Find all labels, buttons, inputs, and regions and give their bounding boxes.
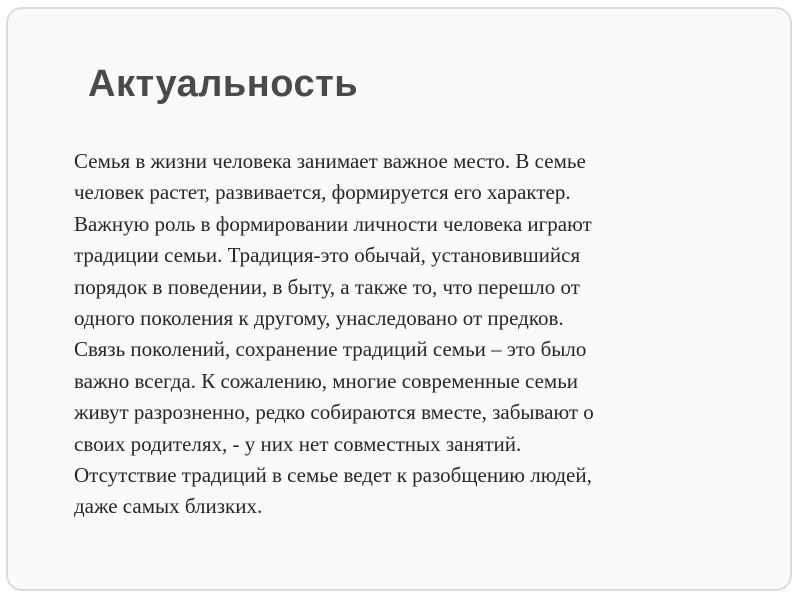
- body-line: важно всегда. К сожалению, многие современные семьи: [74, 368, 579, 393]
- body-line: Связь поколений, сохранение традиций семьи – это было: [74, 337, 587, 362]
- slide-title: Актуальность: [88, 63, 359, 105]
- body-line: человек растет, развивается, формируется его характер.: [74, 180, 571, 205]
- body-line: Семья в жизни человека занимает важное место. В семье: [74, 149, 586, 173]
- body-line: даже самых близких.: [74, 494, 263, 519]
- body-line: порядок в поведении, в быту, а также то, что перешло от: [74, 274, 580, 299]
- slide-body-text: [74, 146, 734, 523]
- body-line: Важную роль в формировании личности человека играют: [74, 211, 592, 236]
- body-line: одного поколения к другому, унаследовано от предков.: [74, 306, 564, 331]
- body-line: традиции семьи. Традиция-это обычай, установившийся: [74, 243, 581, 268]
- body-line: Отсутствие традиций в семье ведет к разобщению людей,: [74, 463, 592, 488]
- body-line: своих родителях, - у них нет совместных занятий.: [74, 431, 522, 456]
- body-line: живут разрозненно, редко собираются вместе, забывают о: [74, 400, 594, 425]
